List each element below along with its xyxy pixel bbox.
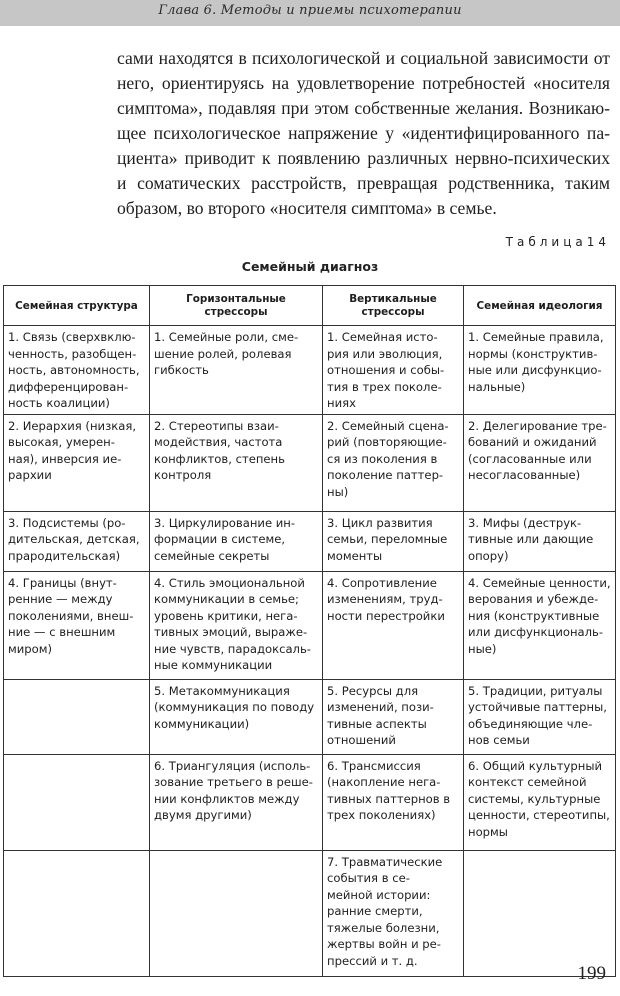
table-cell: 3. Циркулирование ин- формации в системе, семейные секреты (150, 511, 323, 571)
table-cell: 2. Делегирование тре- бований и ожиданий (согласованные или несогласованные) (464, 414, 616, 511)
paragraph-line: щее психологическое напряжение у «идентифицированного па- (117, 123, 610, 143)
table-cell (4, 850, 150, 976)
table-cell: 4. Границы (внут- ренние — между поколениями, внеш- ние — с внешним миром) (4, 571, 150, 679)
paragraph-line: симптома», подавляя при этом собственные желания. Возникаю- (117, 98, 610, 118)
table-cell: 5. Ресурсы для изменений, пози- тивные аспекты отношений (323, 679, 464, 754)
column-header: Горизонтальные стрессоры (150, 286, 323, 326)
table-cell: 5. Традиции, ритуалы устойчивые паттерны, объединяющие чле- нов семьи (464, 679, 616, 754)
table-cell: 2. Стереотипы взаи- модействия, частота конфликтов, степень контроля (150, 414, 323, 511)
family-diagnosis-table (3, 285, 616, 977)
table-row (4, 571, 616, 679)
table-row (4, 326, 616, 415)
table-cell: 2. Семейный сцена- рий (повторяющие- ся из поколения в поколение паттер- ны) (323, 414, 464, 511)
table-cell: 2. Иерархия (низкая, высокая, умерен- ная), инверсия ие- рархии (4, 414, 150, 511)
table-cell: 3. Подсистемы (ро- дительская, детская, прародительская) (4, 511, 150, 571)
table-cell: 1. Семейные роли, сме- шение ролей, ролевая гибкость (150, 326, 323, 415)
paragraph-line: сами находятся в психологической и социальной зависимости от (117, 48, 610, 68)
table-title: Семейный диагноз (241, 259, 379, 274)
table-cell: 1. Семейные правила, нормы (конструктив- ные или дисфункцио- нальные) (464, 326, 616, 415)
table-number-label: Таблица14 (505, 235, 610, 249)
body-paragraph (117, 46, 610, 221)
table-row (4, 850, 616, 976)
table-cell: 4. Сопротивление изменениям, труд- ности перестройки (323, 571, 464, 679)
table-cell: 1. Связь (сверхвклю- ченность, разобщен- ность, автономность, дифференцирован- ность коалиции) (4, 326, 150, 415)
table-cell: 6. Трансмиссия (накопление нега- тивных паттернов в трех поколениях) (323, 754, 464, 850)
table-row (4, 414, 616, 511)
paragraph-line: образом, во второго «носителя симптома» в семье. (117, 198, 497, 218)
table-cell: 6. Общий культурный контекст семейной системы, культурные ценности, стереотипы, нормы (464, 754, 616, 850)
chapter-title: Глава 6. Методы и приемы психотерапии (158, 3, 462, 18)
page-number: 199 (577, 963, 606, 984)
paragraph-line: него, ориентируясь на удовлетворение потребностей «носителя (117, 73, 610, 93)
table-cell: 7. Травматические события в се- мейной истории: ранние смерти, тяжелые болезни, жертвы войн и ре- прессий и т. д. (323, 850, 464, 976)
table-cell: 5. Метакоммуникация (коммуникация по поводу коммуникации) (150, 679, 323, 754)
table-cell (464, 850, 616, 976)
table-cell: 3. Мифы (деструк- тивные или дающие опору) (464, 511, 616, 571)
table-cell: 4. Стиль эмоциональной коммуникации в семье; уровень критики, нега- тивных эмоций, выраже- ние чувств, парадоксаль- ные коммуникации (150, 571, 323, 679)
table-row (4, 754, 616, 850)
table-cell (4, 679, 150, 754)
column-header: Семейная идеология (464, 286, 616, 326)
running-header (0, 0, 620, 26)
paragraph-line: циента» приводит к появлению различных нервно-психических (117, 148, 610, 168)
table-cell: 3. Цикл развития семьи, переломные моменты (323, 511, 464, 571)
paragraph-line: и соматических расстройств, превращая родственника, таким (117, 173, 610, 193)
table-cell (150, 850, 323, 976)
table-cell (4, 754, 150, 850)
table-header-row (4, 286, 616, 326)
column-header: Вертикальные стрессоры (323, 286, 464, 326)
table-cell: 1. Семейная исто- рия или эволюция, отношения и собы- тия в трех поколе- ниях (323, 326, 464, 415)
table-row (4, 511, 616, 571)
table-row (4, 679, 616, 754)
column-header: Семейная структура (4, 286, 150, 326)
table-cell: 4. Семейные ценности, верования и убежде- ния (конструктивные или дисфункциональ- ные) (464, 571, 616, 679)
table-cell: 6. Триангуляция (исполь- зование третьего в реше- нии конфликтов между двумя другими) (150, 754, 323, 850)
